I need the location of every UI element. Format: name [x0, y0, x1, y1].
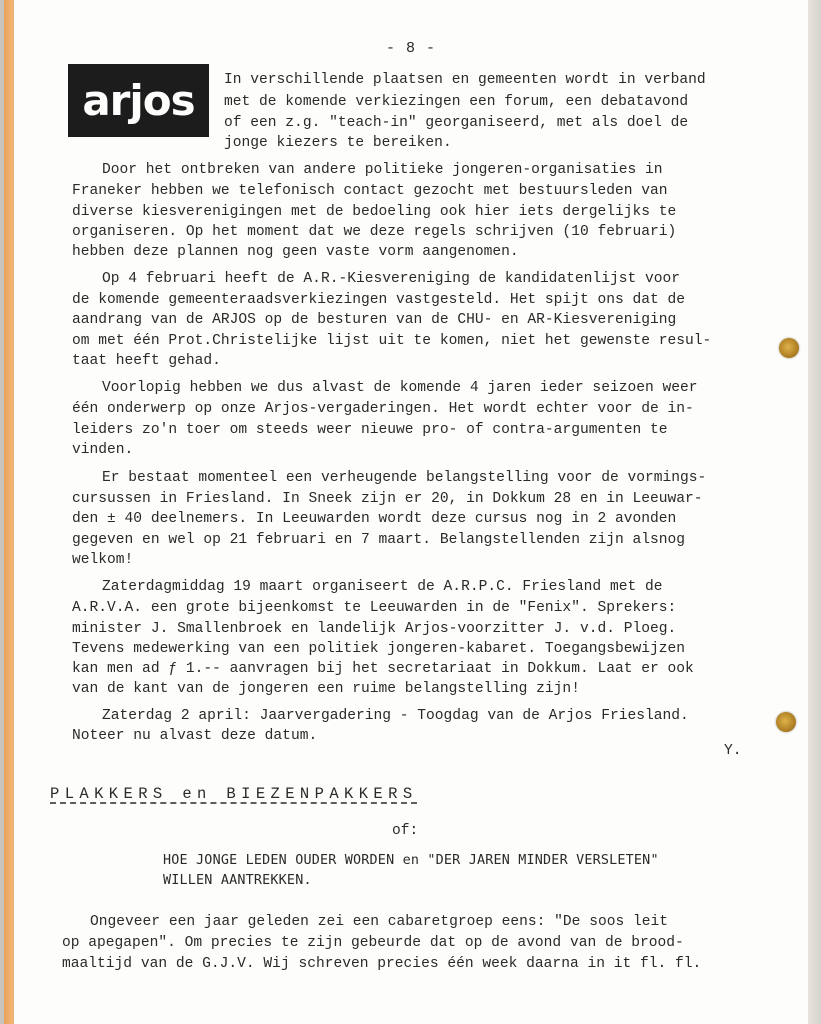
text-line: diverse kiesverenigingen met de bedoeling ook hier iets dergelijks te	[72, 204, 677, 220]
text-line: maaltijd van de G.J.V. Wij schreven precies één week daarna in it fl. fl.	[62, 956, 702, 972]
text-line: kan men ad ƒ 1.-- aanvragen bij het secretariaat in Dokkum. Laat er ook	[72, 661, 694, 677]
text-line: In verschillende plaatsen en gemeenten wordt in verband	[224, 72, 706, 88]
text-line: Zaterdagmiddag 19 maart organiseert de A.R.P.C. Friesland met de	[102, 579, 663, 595]
text-line: jonge kiezers te bereiken.	[224, 135, 452, 151]
text-line: of een z.g. "teach-in" georganiseerd, met als doel de	[224, 115, 689, 131]
text-line: Ongeveer een jaar geleden zei een cabaretgroep eens: "De soos leit	[90, 914, 669, 930]
paper-edge-right	[808, 0, 821, 1024]
subheading-line: HOE JONGE LEDEN OUDER WORDEN en "DER JAREN MINDER VERSLETEN"	[163, 853, 659, 868]
page-number: - 8 -	[386, 40, 437, 57]
text-line: leiders zo'n toer om steeds weer nieuwe pro- of contra-argumenten te	[72, 422, 668, 438]
text-line: Zaterdag 2 april: Jaarvergadering - Toogdag van de Arjos Friesland.	[102, 708, 689, 724]
heading-of: of:	[392, 823, 419, 839]
text-line: de komende gemeenteraadsverkiezingen vastgesteld. Het spijt ons dat de	[72, 292, 686, 308]
section-heading: PLAKKERS en BIEZENPAKKERS	[50, 785, 418, 803]
text-line: van de kant van de jongeren een ruime belangstelling zijn!	[72, 681, 580, 697]
text-line: om met één Prot.Christelijke lijst uit te komen, niet het gewenste resul-	[72, 333, 712, 349]
signature: Y.	[724, 743, 742, 759]
text-line: vinden.	[72, 442, 134, 458]
text-line: Door het ontbreken van andere politieke jongeren-organisaties in	[102, 162, 663, 178]
text-line: Er bestaat momenteel een verheugende belangstelling voor de vormings-	[102, 470, 707, 486]
text-line: hebben deze plannen nog geen vaste vorm aangenomen.	[72, 244, 519, 260]
text-line: Noteer nu alvast deze datum.	[72, 728, 318, 744]
binder-hole-icon	[779, 338, 799, 358]
text-line: taat heeft gehad.	[72, 353, 221, 369]
text-line: Franeker hebben we telefonisch contact gezocht met bestuursleden van	[72, 183, 668, 199]
text-line: één onderwerp op onze Arjos-vergaderingen. Het wordt echter voor de in-	[72, 401, 694, 417]
subheading-line: WILLEN AANTREKKEN.	[163, 873, 312, 888]
text-line: met de komende verkiezingen een forum, een debatavond	[224, 94, 689, 110]
text-line: op apegapen". Om precies te zijn gebeurde dat op de avond van de brood-	[62, 935, 684, 951]
text-line: gegeven en wel op 21 februari en 7 maart. Belangstellenden zijn alsnog	[72, 532, 686, 548]
logo-text: arjos	[82, 75, 195, 125]
text-line: Tevens medewerking van een politiek jongeren-kabaret. Toegangsbewijzen	[72, 641, 686, 657]
binder-hole-icon	[776, 712, 796, 732]
text-line: organiseren. Op het moment dat we deze regels schrijven (10 februari)	[72, 224, 677, 240]
text-line: Op 4 februari heeft de A.R.-Kiesvereniging de kandidatenlijst voor	[102, 271, 681, 287]
text-line: cursussen in Friesland. In Sneek zijn er 20, in Dokkum 28 en in Leeuwar-	[72, 491, 703, 507]
text-line: minister J. Smallenbroek en landelijk Arjos-voorzitter J. v.d. Ploeg.	[72, 621, 677, 637]
text-line: Voorlopig hebben we dus alvast de komende 4 jaren ieder seizoen weer	[102, 380, 698, 396]
arjos-logo	[68, 64, 209, 137]
text-line: welkom!	[72, 552, 134, 568]
text-line: A.R.V.A. een grote bijeenkomst te Leeuwarden in de "Fenix". Sprekers:	[72, 600, 677, 616]
text-line: aandrang van de ARJOS op de besturen van de CHU- en AR-Kiesvereniging	[72, 312, 677, 328]
text-line: den ± 40 deelnemers. In Leeuwarden wordt deze cursus nog in 2 avonden	[72, 511, 677, 527]
